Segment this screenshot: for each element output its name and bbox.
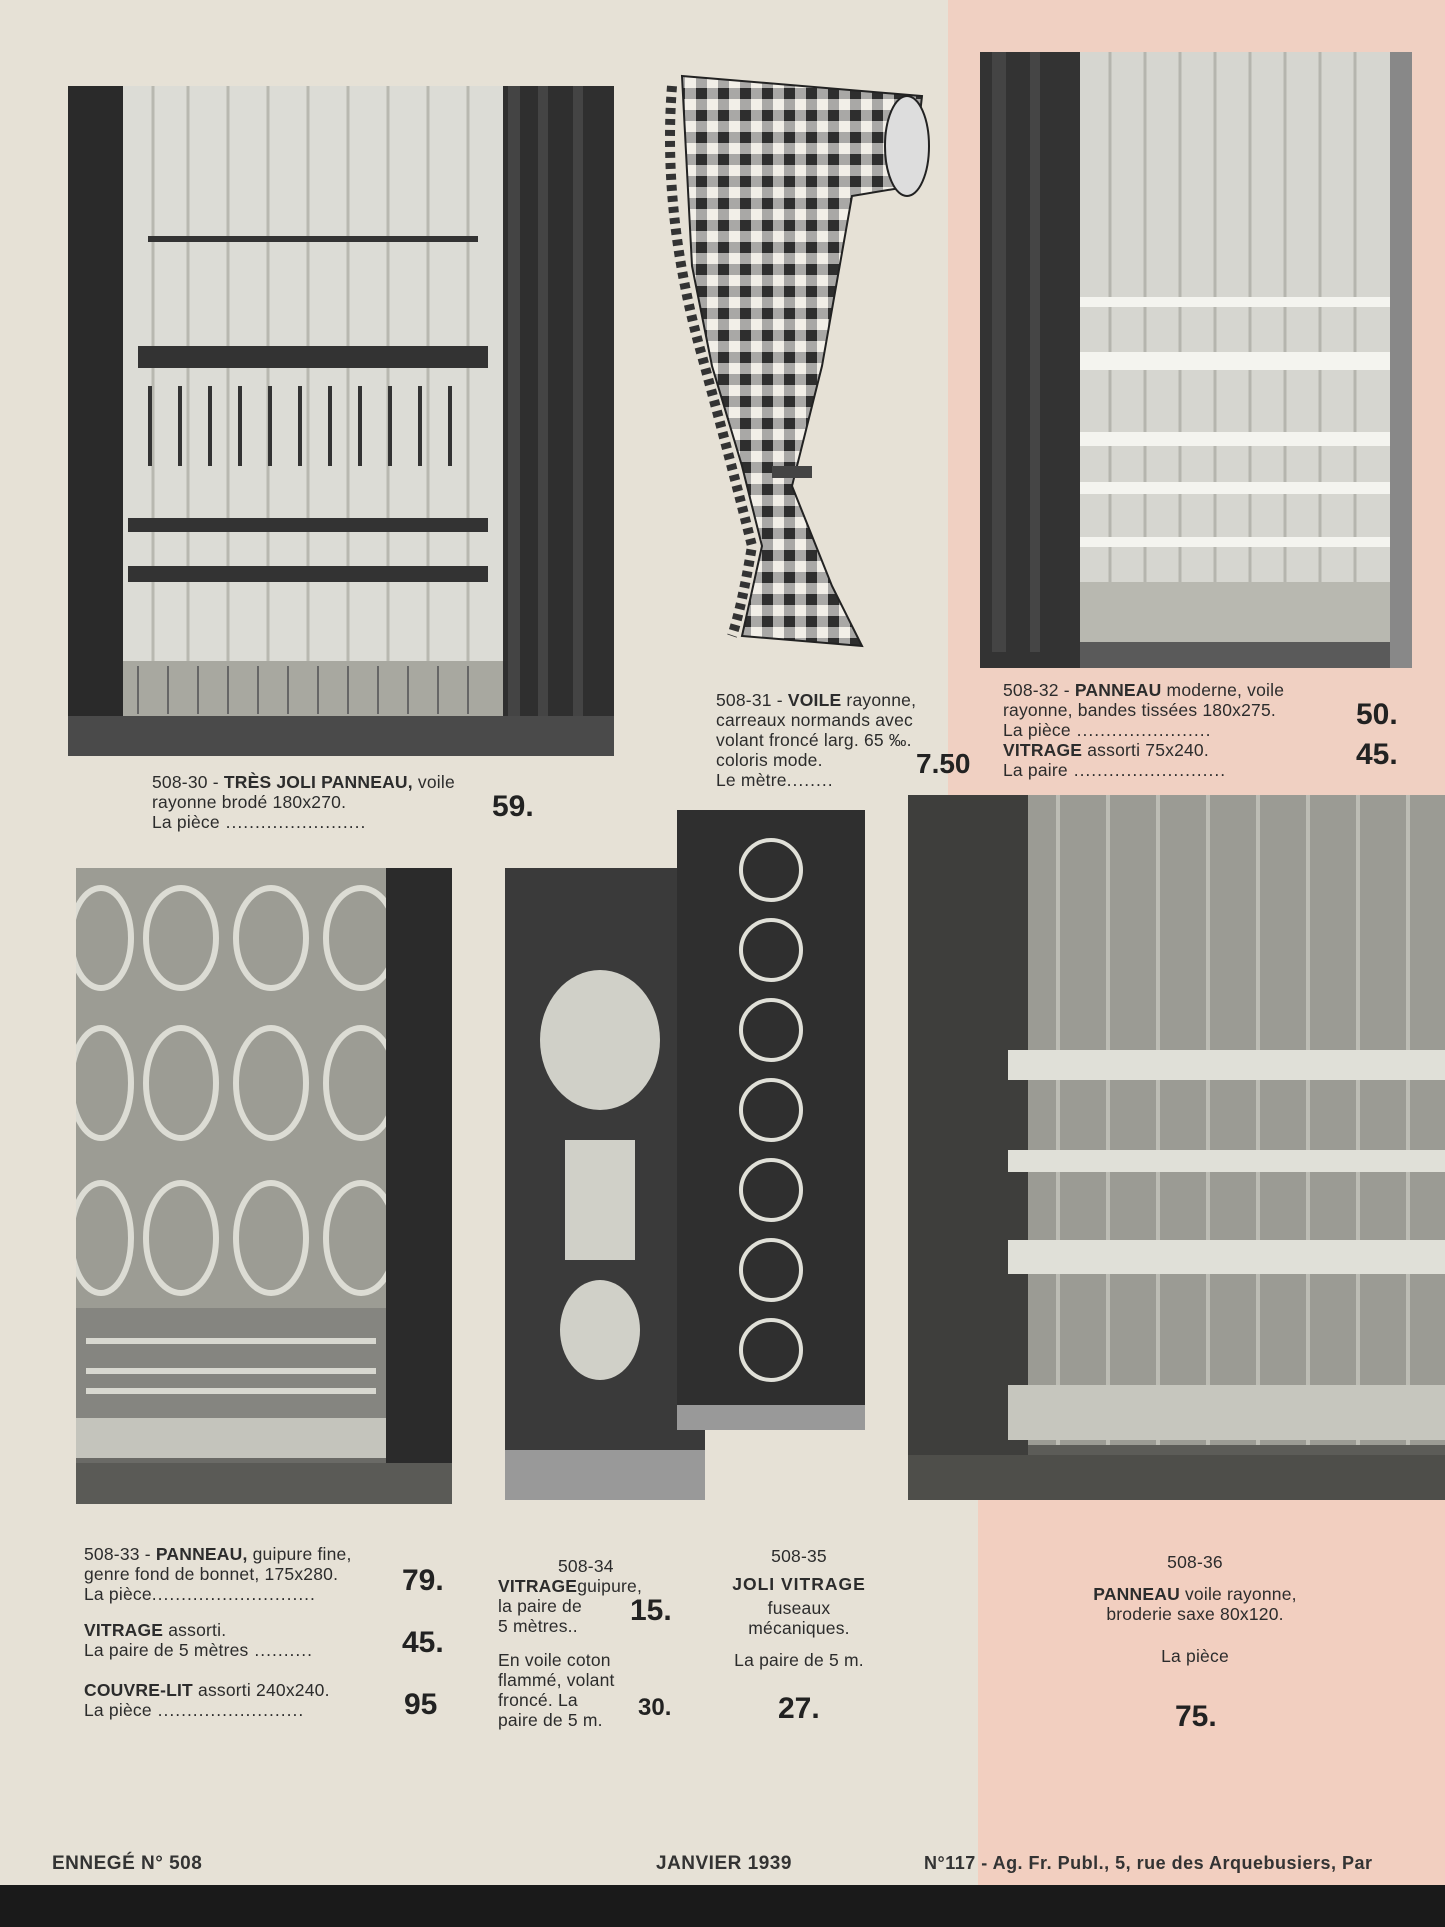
item-unit: La pièce <box>84 1584 152 1604</box>
alt-desc-line2: flammé, volant <box>498 1670 615 1690</box>
item-name: TRÈS JOLI PANNEAU, <box>223 772 413 792</box>
caption-508-36 <box>1040 1552 1350 1682</box>
footer-publisher: N°117 - Ag. Fr. Publ., 5, rue des Arquebusiers, Par <box>924 1853 1373 1873</box>
item-name: VOILE <box>787 690 842 710</box>
item-name: PANNEAU <box>1093 1584 1180 1604</box>
alt-desc-line1: En voile coton <box>498 1650 611 1670</box>
illustration-gingham-voile <box>652 66 952 656</box>
item-desc: voile <box>417 772 455 792</box>
item-desc-line3: volant froncé larg. 65 ‰. <box>716 730 912 750</box>
item-desc-line2: genre fond de bonnet, 175x280. <box>84 1564 339 1584</box>
price-508-32: 50. <box>1356 698 1398 731</box>
item-desc-line2: rayonne, bandes tissées 180x275. <box>1003 700 1276 720</box>
price-508-34: 15. <box>630 1594 672 1627</box>
caption-508-33: 508-33 - PANNEAU, guipure fine, genre fond de bonnet, 175x280. La pièce............................ VITRAGE assorti. La paire de 5 mètres .......... COUVRE-LIT assorti 240x240. La pièce ......................... <box>84 1544 352 1720</box>
sub-item-unit: La paire <box>1003 760 1068 780</box>
alt-desc-line4: paire de 5 m. <box>498 1710 603 1730</box>
item-unit: La paire de 5 m. <box>734 1650 864 1670</box>
caption-508-31: 508-31 - VOILE rayonne, carreaux normands avec volant froncé larg. 65 ‰. coloris mode. Le mètre........ <box>716 690 917 790</box>
item-desc: moderne, voile <box>1166 680 1285 700</box>
item-unit: La pièce <box>1003 720 1071 740</box>
price-508-31: 7.50 <box>916 748 971 779</box>
photo-modern-panel <box>980 52 1412 668</box>
item-ref: 508-35 <box>771 1546 827 1566</box>
price-508-30: 59. <box>492 790 534 823</box>
price-508-33-couvre-lit: 95 <box>404 1688 438 1721</box>
item-ref: 508-36 <box>1167 1552 1223 1572</box>
price-508-34-alt: 30. <box>638 1694 672 1721</box>
item-name: PANNEAU <box>1074 680 1162 700</box>
item-desc-line3: mécaniques. <box>748 1618 850 1638</box>
sub-item-desc: assorti 75x240. <box>1087 740 1209 760</box>
price-508-33: 79. <box>402 1564 444 1597</box>
price-508-33-vitrage: 45. <box>402 1626 444 1659</box>
sub-item-name: VITRAGE <box>84 1620 164 1640</box>
item-desc: voile rayonne, <box>1184 1584 1297 1604</box>
item-unit: Le mètre <box>716 770 787 790</box>
photo-embroidered-panel <box>68 86 614 756</box>
item-desc-line2: la paire de <box>498 1596 582 1616</box>
price-508-36: 75. <box>1175 1700 1217 1733</box>
item-name: VITRAGE <box>498 1576 578 1596</box>
item-ref: 508-30 - <box>152 772 219 792</box>
item-desc-line2: rayonne brodé 180x270. <box>152 792 347 812</box>
caption-508-35 <box>704 1546 894 1676</box>
sub2-item-unit: La pièce <box>84 1700 152 1720</box>
item-ref: 508-31 - <box>716 690 783 710</box>
photo-guipure-panel <box>76 868 452 1504</box>
item-desc: guipure, <box>577 1576 643 1596</box>
sub-item-name: VITRAGE <box>1003 740 1083 760</box>
item-desc-line2: broderie saxe 80x120. <box>1106 1604 1284 1624</box>
price-508-32-vitrage: 45. <box>1356 738 1398 771</box>
item-ref: 508-34 <box>558 1556 614 1576</box>
sub2-item-name: COUVRE-LIT <box>84 1680 193 1700</box>
item-desc-line4: coloris mode. <box>716 750 823 770</box>
photo-vitrage-pair <box>505 810 865 1530</box>
item-name: JOLI VITRAGE <box>732 1574 866 1594</box>
photo-saxe-embroidered-panel <box>908 795 1445 1500</box>
item-unit: La pièce <box>1161 1646 1229 1666</box>
alt-desc-line3: froncé. La <box>498 1690 578 1710</box>
item-desc-line2: carreaux normands avec <box>716 710 913 730</box>
price-508-35: 27. <box>778 1692 820 1725</box>
footer-catalog-number: ENNEGÉ N° 508 <box>52 1853 203 1874</box>
item-ref: 508-33 - <box>84 1544 151 1564</box>
sub-item-desc: assorti. <box>168 1620 227 1640</box>
item-ref: 508-32 - <box>1003 680 1070 700</box>
item-unit: La pièce <box>152 812 220 832</box>
caption-508-30: 508-30 - TRÈS JOLI PANNEAU, voile rayonne brodé 180x270. La pièce ........................ <box>152 772 455 832</box>
caption-508-32: 508-32 - PANNEAU moderne, voile rayonne, bandes tissées 180x275. La pièce ....................... VITRAGE assorti 75x240. La paire .......................... <box>1003 680 1285 780</box>
sub-item-unit: La paire de 5 mètres <box>84 1640 249 1660</box>
item-desc: rayonne, <box>846 690 917 710</box>
sub2-item-desc: assorti 240x240. <box>198 1680 330 1700</box>
item-name: PANNEAU, <box>155 1544 248 1564</box>
item-desc-line3: 5 mètres.. <box>498 1616 578 1636</box>
footer-date: JANVIER 1939 <box>656 1853 792 1874</box>
item-desc: guipure fine, <box>252 1544 352 1564</box>
item-desc-line2: fuseaux <box>767 1598 831 1618</box>
